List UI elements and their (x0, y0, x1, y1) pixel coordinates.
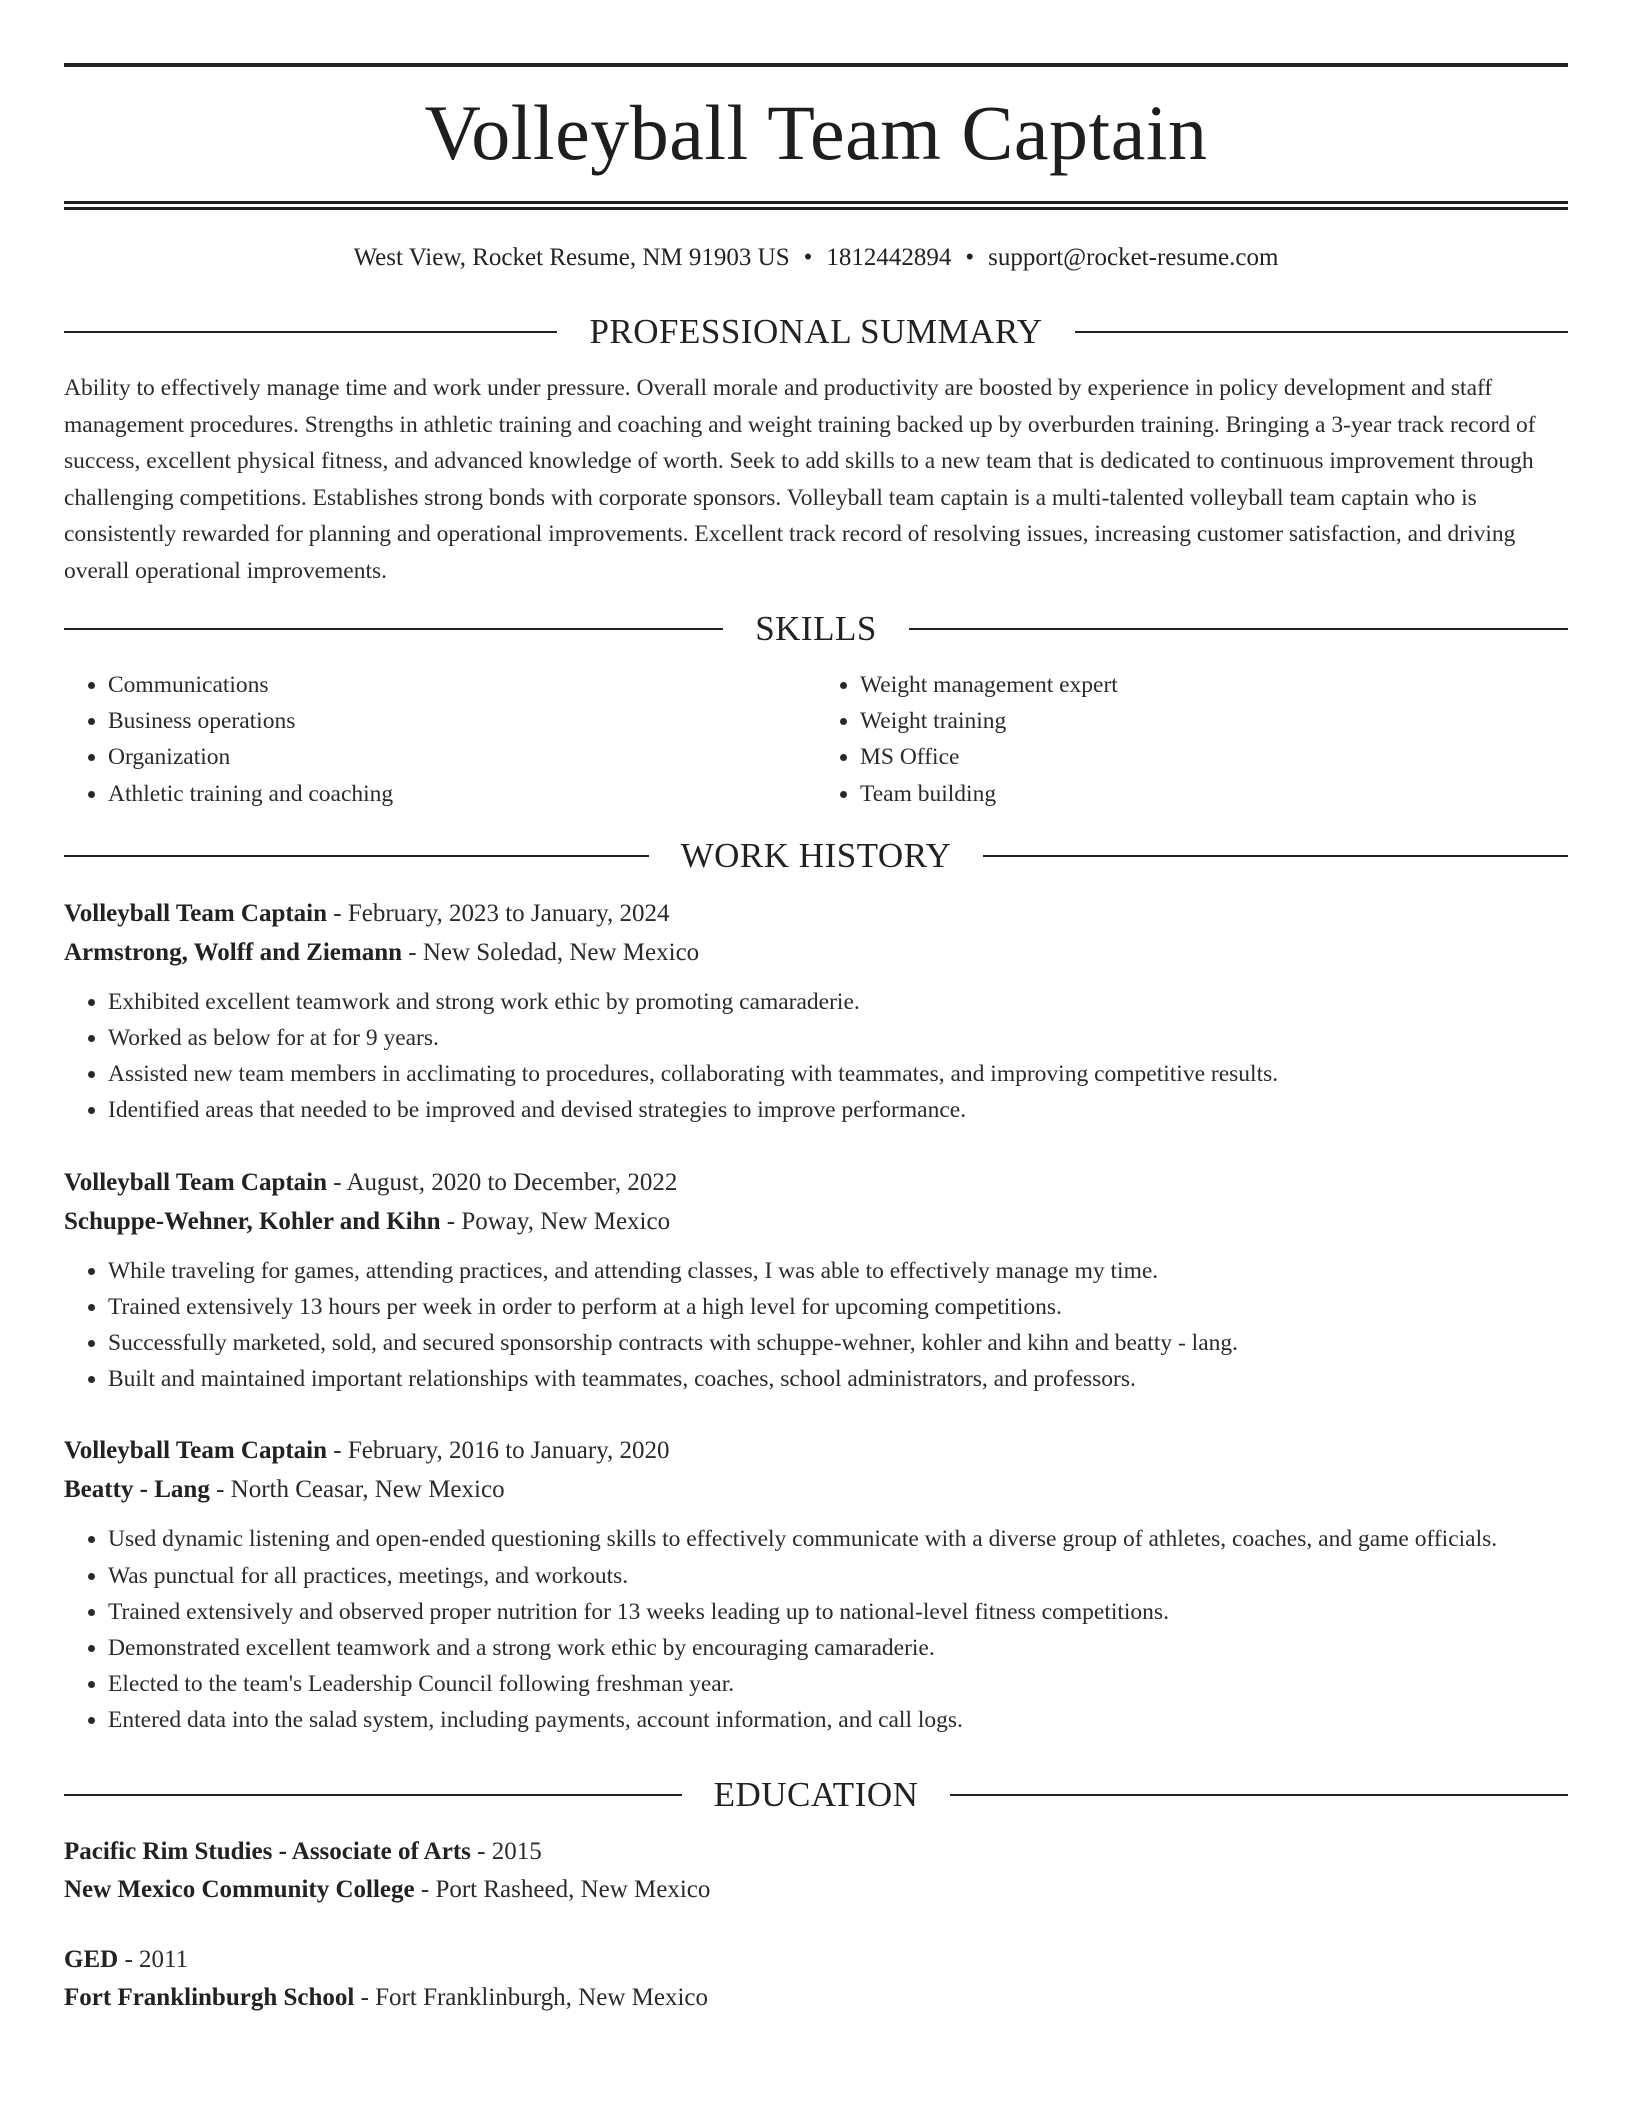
job-entry (64, 1431, 1568, 1738)
work-section-title: WORK HISTORY (680, 835, 952, 875)
job-company: Beatty - Lang (64, 1476, 210, 1504)
job-title-line (64, 1431, 1568, 1470)
education-location: - Port Rasheed, New Mexico (414, 1875, 711, 1903)
skill-item: • MS Office (860, 739, 1568, 775)
skill-item: • Communications (108, 667, 816, 703)
job-bullet: • Demonstrated excellent teamwork and a strong work ethic by encouraging camaraderie. (108, 1630, 1568, 1666)
job-title-line (64, 894, 1568, 933)
education-section-header (64, 1773, 1568, 1817)
education-school: New Mexico Community College (64, 1875, 415, 1903)
education-year: - 2015 (470, 1837, 542, 1865)
job-company-line (64, 933, 1568, 972)
section-rule (64, 331, 557, 333)
work-section-header (64, 834, 1568, 878)
education-year: - 2011 (118, 1945, 189, 1973)
contact-separator: • (965, 244, 975, 271)
contact-phone: 1812442894 (826, 244, 952, 271)
job-bullet: • Successfully marketed, sold, and secured sponsorship contracts with schuppe-wehner, kohler and kihn and beatty - lang. (108, 1325, 1568, 1361)
job-company: Armstrong, Wolff and Ziemann (64, 938, 403, 966)
skill-item: • Organization (108, 739, 816, 775)
job-location: - New Soledad, New Mexico (402, 938, 700, 966)
job-title: Volleyball Team Captain (64, 899, 328, 927)
job-bullet: • Entered data into the salad system, including payments, account information, and call logs. (108, 1702, 1568, 1738)
top-rule (64, 63, 1568, 67)
section-rule (983, 855, 1568, 857)
section-rule (950, 1794, 1568, 1796)
contact-separator: • (803, 244, 813, 271)
header-double-rule (64, 201, 1568, 210)
education-entry (64, 1941, 1568, 2017)
skill-item: • Team building (860, 776, 1568, 812)
skill-item: • Weight management expert (860, 667, 1568, 703)
education-degree-line (64, 1833, 1568, 1871)
education-degree: Pacific Rim Studies - Associate of Arts (64, 1837, 471, 1865)
education-location: - Fort Franklinburgh, New Mexico (354, 1983, 708, 2011)
job-dates: - February, 2023 to January, 2024 (327, 899, 670, 927)
contact-address: West View, Rocket Resume, NM 91903 US (353, 244, 790, 271)
education-entry (64, 1833, 1568, 1909)
summary-text: Ability to effectively manage time and work under pressure. Overall morale and productivity are boosted by experience in policy development and staff management procedures. Strengths in athletic training and coaching and weight training backed up by overburden training. Bringing a 3-year track record of success, excellent physical fitness, and advanced knowledge of worth. Seek to add skills to a new team that is dedicated to continuous improvement through challenging competitions. Establishes strong bonds with corporate sponsors. Volleyball team captain is a multi-talented volleyball team captain who is consistently rewarded for planning and operational improvements. Excellent track record of resolving issues, increasing customer satisfaction, and driving overall operational improvements. (64, 375, 1536, 584)
section-rule (909, 628, 1568, 630)
skills-column-left (64, 667, 816, 812)
job-bullet: • Assisted new team members in acclimating to procedures, collaborating with teammates, and improving competitive results. (108, 1056, 1568, 1092)
job-dates: - August, 2020 to December, 2022 (327, 1168, 678, 1196)
job-title: Volleyball Team Captain (64, 1168, 328, 1196)
job-bullet: • Worked as below for at for 9 years. (108, 1020, 1568, 1056)
job-bullet: • Identified areas that needed to be improved and devised strategies to improve performance. (108, 1092, 1568, 1128)
job-location: - Poway, New Mexico (440, 1207, 671, 1235)
skill-item: • Athletic training and coaching (108, 776, 816, 812)
job-dates: - February, 2016 to January, 2020 (327, 1437, 670, 1465)
section-rule (64, 855, 649, 857)
education-school-line (64, 1979, 1568, 2017)
job-bullets (64, 1521, 1568, 1738)
education-degree: GED (64, 1945, 119, 1973)
job-bullets (64, 984, 1568, 1129)
summary-section-title: PROFESSIONAL SUMMARY (589, 312, 1043, 351)
skill-item: • Business operations (108, 703, 816, 739)
job-bullet: • Trained extensively 13 hours per week in order to perform at a high level for upcoming competitions. (108, 1289, 1568, 1325)
skills-section-header (64, 607, 1568, 651)
job-entry (64, 1163, 1568, 1398)
skills-list (64, 667, 1568, 812)
education-school: Fort Franklinburgh School (64, 1983, 355, 2011)
education-section-title: EDUCATION (713, 1774, 919, 1814)
summary-section-header (64, 310, 1568, 354)
job-bullet: • Used dynamic listening and open-ended questioning skills to effectively communicate with a diverse group of athletes, coaches, and game officials. (108, 1521, 1568, 1557)
job-entry (64, 894, 1568, 1129)
job-bullet: • While traveling for games, attending practices, and attending classes, I was able to effectively manage my time. (108, 1253, 1568, 1289)
job-company-line (64, 1470, 1568, 1509)
skill-item: • Weight training (860, 703, 1568, 739)
job-bullets (64, 1253, 1568, 1398)
job-bullet: • Exhibited excellent teamwork and strong work ethic by promoting camaraderie. (108, 984, 1568, 1020)
contact-email: support@rocket-resume.com (988, 244, 1279, 271)
job-bullet: • Was punctual for all practices, meetings, and workouts. (108, 1558, 1568, 1594)
education-school-line (64, 1871, 1568, 1909)
resume-page (64, 0, 1568, 2049)
job-company-line (64, 1202, 1568, 1241)
contact-line (64, 240, 1568, 276)
job-company: Schuppe-Wehner, Kohler and Kihn (64, 1207, 441, 1235)
education-degree-line (64, 1941, 1568, 1979)
section-rule (64, 628, 723, 630)
section-rule (64, 1794, 682, 1796)
skills-column-right (816, 667, 1568, 812)
job-bullet: • Trained extensively and observed proper nutrition for 13 weeks leading up to national-level fitness competitions. (108, 1594, 1568, 1630)
candidate-name: Volleyball Team Captain (424, 89, 1208, 176)
skills-section-title: SKILLS (755, 609, 877, 648)
section-rule (1075, 331, 1568, 333)
job-location: - North Ceasar, New Mexico (209, 1476, 505, 1504)
job-bullet: • Elected to the team's Leadership Council following freshman year. (108, 1666, 1568, 1702)
job-bullet: • Built and maintained important relationships with teammates, coaches, school administrators, and professors. (108, 1361, 1568, 1397)
job-title-line (64, 1163, 1568, 1202)
job-title: Volleyball Team Captain (64, 1437, 328, 1465)
